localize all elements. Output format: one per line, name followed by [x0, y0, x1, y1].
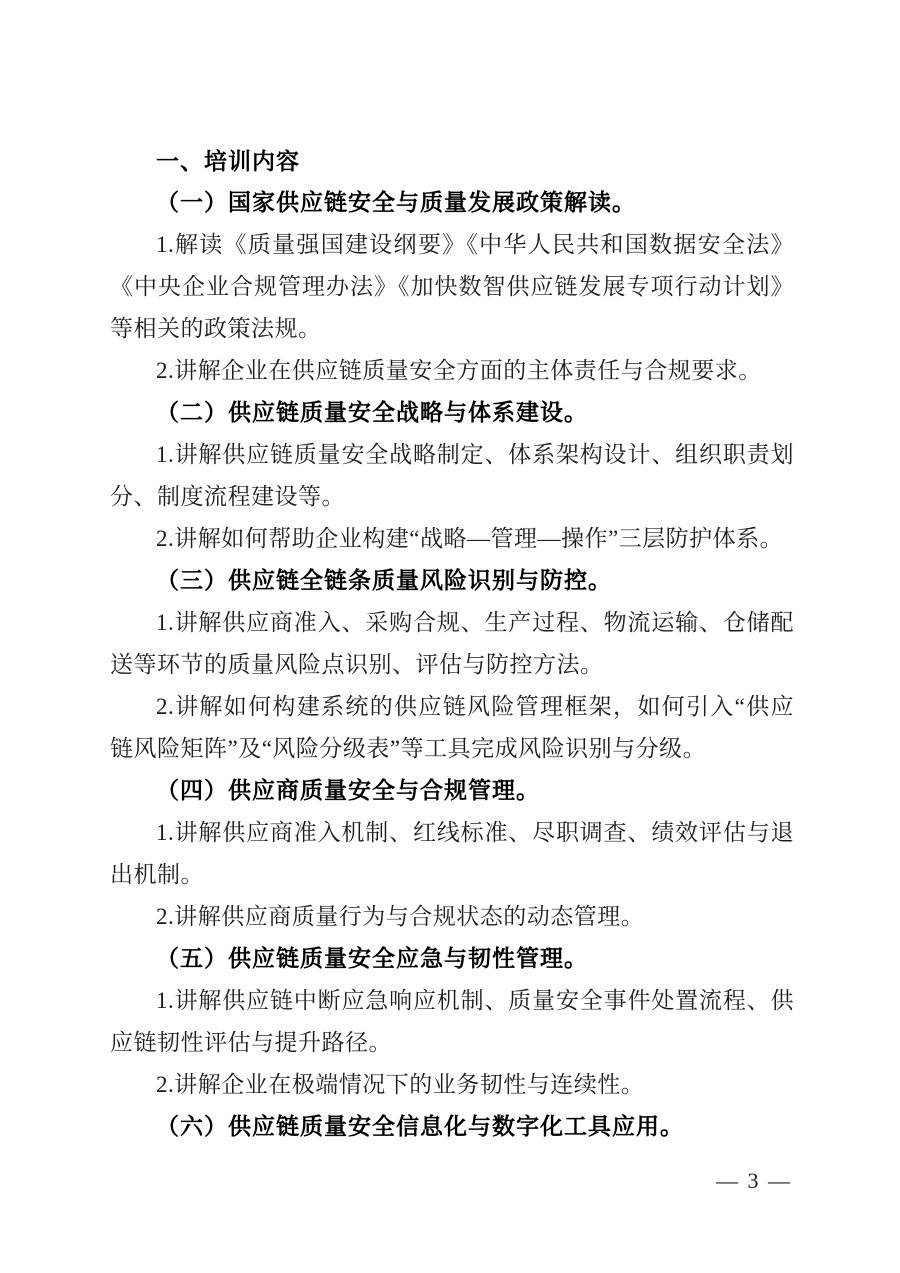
document-body — [110, 140, 794, 1148]
paragraph-2-2: 2.讲解如何帮助企业构建“战略—管理—操作”三层防护体系。 — [156, 526, 784, 551]
paragraph-5-2: 2.讲解企业在极端情况下的业务韧性与连续性。 — [156, 1072, 645, 1097]
section-heading-6: （六）供应链质量安全信息化与数字化工具应用。 — [156, 1114, 684, 1139]
paragraph-4-2: 2.讲解供应商质量行为与合规状态的动态管理。 — [156, 904, 645, 929]
paragraph-5-1: 1.讲解供应链中断应急响应机制、质量安全事件处置流程、供应链韧性评估与提升路径。 — [110, 988, 794, 1055]
paragraph-3-2: 2.讲解如何构建系统的供应链风险管理框架，如何引入“供应链风险矩阵”及“风险分级表”等工具完成风险识别与分级。 — [110, 694, 794, 761]
section-heading-5: （五）供应链质量安全应急与韧性管理。 — [156, 946, 588, 971]
paragraph-3-1: 1.讲解供应商准入、采购合规、生产过程、物流运输、仓储配送等环节的质量风险点识别、评估与防控方法。 — [110, 610, 794, 677]
section-heading-3: （三）供应链全链条质量风险识别与防控。 — [156, 568, 612, 593]
paragraph-2-1: 1.讲解供应链质量安全战略制定、体系架构设计、组织职责划分、制度流程建设等。 — [110, 442, 794, 509]
section-heading-4: （四）供应商质量安全与合规管理。 — [156, 778, 540, 803]
doc-heading-training-content: 一、培训内容 — [156, 148, 300, 174]
section-heading-2: （二）供应链质量安全战略与体系建设。 — [156, 400, 588, 425]
section-heading-1: （一）国家供应链安全与质量发展政策解读。 — [156, 190, 636, 215]
page-number: — 3 — — [716, 1168, 792, 1193]
paragraph-4-1: 1.讲解供应商准入机制、红线标准、尽职调查、绩效评估与退出机制。 — [110, 820, 794, 887]
paragraph-1-1: 1.解读《质量强国建设纲要》《中华人民共和国数据安全法》《中央企业合规管理办法》《加快数智供应链发展专项行动计划》等相关的政策法规。 — [110, 232, 794, 341]
paragraph-1-2: 2.讲解企业在供应链质量安全方面的主体责任与合规要求。 — [156, 358, 762, 383]
